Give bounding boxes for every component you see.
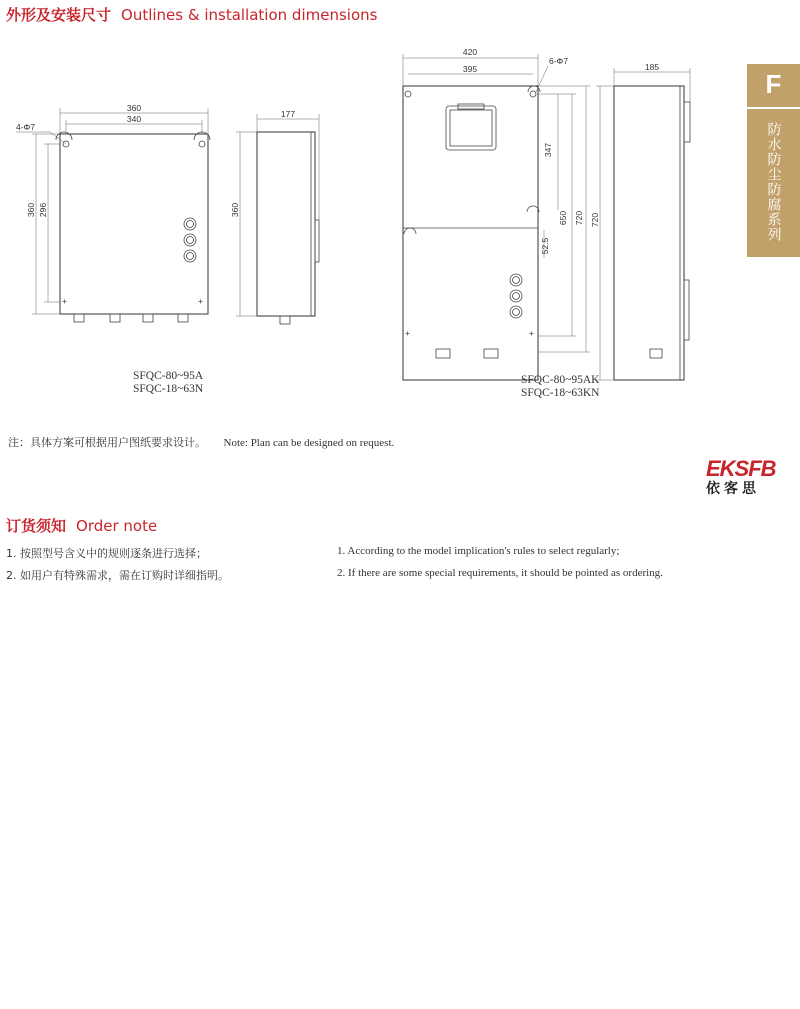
svg-text:+: + — [529, 328, 534, 338]
dim-side-height: 360 — [230, 202, 240, 218]
design-note — [8, 434, 394, 450]
svg-text:+: + — [405, 328, 410, 338]
dim-h-720: 720 — [574, 210, 584, 226]
dim-width-outer: 360 — [126, 103, 142, 113]
dim-width-outer: 420 — [462, 47, 478, 57]
side-category-tab — [747, 64, 800, 257]
left-model-caption — [133, 370, 203, 396]
right-model-caption — [521, 374, 599, 400]
dimension-drawings — [0, 30, 750, 410]
design-note-cn: 注：具体方案可根据用户图纸要求设计。 — [8, 436, 206, 449]
right-side-view — [590, 62, 690, 380]
svg-text:+: + — [198, 296, 203, 306]
section-title-order-note — [6, 515, 157, 536]
right-model-line-2: SFQC-18~63KN — [521, 387, 600, 399]
dim-width-inner: 340 — [126, 114, 142, 124]
design-note-en: Note: Plan can be designed on request. — [223, 437, 395, 449]
order-note-en-1: 1. According to the model implication's rules to select regularly; — [337, 545, 620, 557]
dim-holes-label: 4-Φ7 — [16, 122, 36, 132]
svg-text:+: + — [62, 296, 67, 306]
order-title-en: Order note — [76, 517, 158, 535]
dim-height-inner: 296 — [38, 202, 48, 218]
left-side-view — [230, 109, 319, 324]
dim-side-height: 720 — [590, 212, 600, 228]
dim-height-outer: 360 — [26, 202, 36, 218]
left-model-line-1: SFQC-80~95A — [133, 370, 204, 382]
dim-side-depth: 185 — [644, 62, 660, 72]
dim-side-depth: 177 — [280, 109, 296, 119]
order-note-cn-1: 1. 按照型号含义中的规则逐条进行选择； — [6, 547, 207, 560]
left-model-line-2: SFQC-18~63N — [133, 383, 204, 395]
side-tab-letter: F — [747, 64, 800, 109]
dim-width-inner: 395 — [462, 64, 478, 74]
dim-h-52-5: 52.5 — [540, 237, 550, 255]
section-title-outlines — [6, 4, 377, 25]
brand-logo — [706, 458, 796, 500]
brand-logo-cn: 依客思 — [706, 481, 760, 497]
section-title-cn: 外形及安装尺寸 — [6, 6, 112, 24]
left-front-view — [16, 103, 210, 322]
section-title-en: Outlines & installation dimensions — [121, 6, 378, 24]
order-title-cn: 订货须知 — [6, 517, 67, 535]
right-front-view — [403, 47, 590, 380]
right-model-line-1: SFQC-80~95AK — [521, 374, 600, 386]
side-tab-text: 防水防尘防腐系列 — [765, 122, 782, 242]
dim-h-347: 347 — [543, 142, 553, 158]
order-note-cn-2: 2. 如用户有特殊需求，需在订购时详细指明。 — [6, 569, 229, 582]
brand-logo-mark: EKSFB — [706, 456, 776, 481]
order-note-en-2: 2. If there are some special requirements, it should be pointed as ordering. — [337, 567, 663, 579]
dim-holes-label: 6-Φ7 — [549, 56, 569, 66]
dim-h-650: 650 — [558, 210, 568, 226]
